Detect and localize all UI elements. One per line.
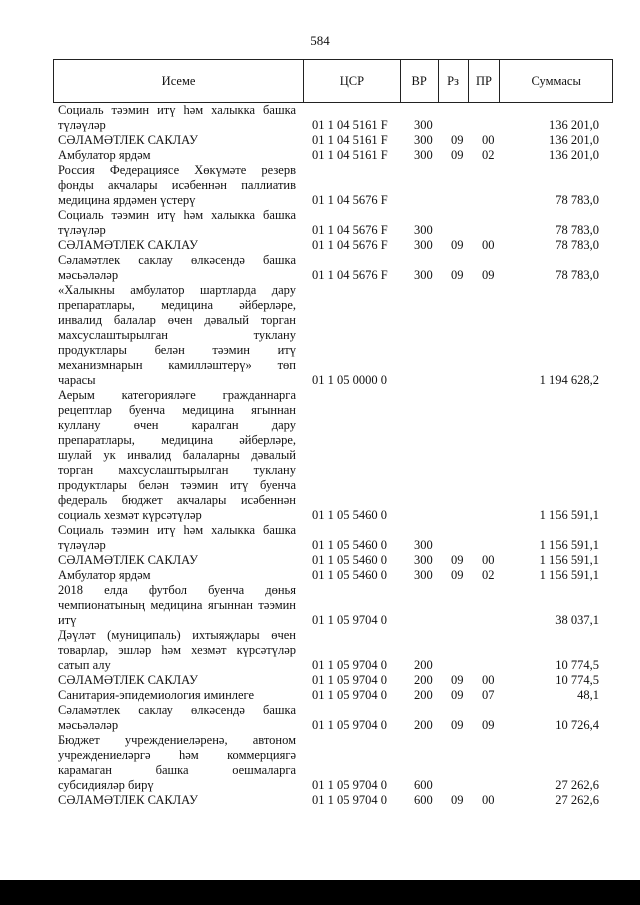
table-row xyxy=(58,253,603,283)
row-vr: 200 xyxy=(414,688,433,702)
row-sum: 78 783,0 xyxy=(555,238,599,252)
row-sum: 78 783,0 xyxy=(555,223,599,237)
row-csr: 01 1 05 5460 0 xyxy=(312,538,387,552)
row-csr: 01 1 05 9704 0 xyxy=(312,613,387,627)
table-row xyxy=(58,283,603,388)
row-sum: 78 783,0 xyxy=(555,268,599,282)
row-name xyxy=(58,283,296,388)
row-rz: 09 xyxy=(451,793,464,807)
row-name-line: Амбулатор ярдәм xyxy=(58,148,151,162)
row-name xyxy=(58,703,296,733)
row-name-line: Аерым категорияләге гражданнарга xyxy=(58,388,296,402)
row-name-line: «Халыкны амбулатор шартларда дару xyxy=(58,283,296,297)
row-name-line: продуктлары белән тәэмин итү буенча xyxy=(58,478,296,492)
row-name-line: Амбулатор ярдәм xyxy=(58,568,151,582)
row-name-line: СӘЛАМӘТЛЕК САКЛАУ xyxy=(58,673,198,687)
row-name-line: Сәламәтлек саклау өлкәсендә башка xyxy=(58,253,296,267)
row-name-line: чарасы xyxy=(58,373,96,387)
row-name-line: куллану өчен каралган дару xyxy=(58,418,296,432)
row-pr: 00 xyxy=(482,238,495,252)
row-sum: 136 201,0 xyxy=(549,118,599,132)
row-sum: 10 774,5 xyxy=(555,673,599,687)
row-csr: 01 1 05 9704 0 xyxy=(312,793,387,807)
row-sum: 1 156 591,1 xyxy=(539,553,599,567)
row-rz: 09 xyxy=(451,568,464,582)
row-name-line: 2018 елда футбол буенча дөнья xyxy=(58,583,296,597)
row-pr: 02 xyxy=(482,148,495,162)
header-pr: ПР xyxy=(469,60,501,102)
row-vr: 300 xyxy=(414,223,433,237)
table-row xyxy=(58,163,603,208)
row-name-line: медицина ярдәмен үстерү xyxy=(58,193,196,207)
row-csr: 01 1 05 9704 0 xyxy=(312,658,387,672)
row-name-line: Социаль тәэмин итү һәм халыкка башка xyxy=(58,523,296,537)
row-vr: 300 xyxy=(414,238,433,252)
row-vr: 200 xyxy=(414,673,433,687)
row-name-line: фонды акчалары исәбеннән паллиатив xyxy=(58,178,296,192)
row-name xyxy=(58,583,296,628)
row-pr: 09 xyxy=(482,268,495,282)
row-sum: 78 783,0 xyxy=(555,193,599,207)
row-name-line: сатып алу xyxy=(58,658,111,672)
row-csr: 01 1 04 5161 F xyxy=(312,133,388,147)
row-rz: 09 xyxy=(451,673,464,687)
table-row xyxy=(58,568,603,583)
row-name-line: СӘЛАМӘТЛЕК САКЛАУ xyxy=(58,553,198,567)
table-row xyxy=(58,703,603,733)
row-name-line: Социаль тәэмин итү һәм халыкка башка xyxy=(58,208,296,222)
row-name-line: итү xyxy=(58,613,77,627)
header-csr: ЦСР xyxy=(304,60,401,102)
header-name: Исеме xyxy=(54,60,304,102)
table-row xyxy=(58,208,603,238)
row-name xyxy=(58,238,296,253)
row-name-line: механизмнарын камилләштерү» төп xyxy=(58,358,296,372)
header-vr: ВР xyxy=(401,60,439,102)
row-csr: 01 1 05 9704 0 xyxy=(312,673,387,687)
row-name-line: инвалид балалар өчен дәвалый торган xyxy=(58,313,296,327)
row-name xyxy=(58,568,296,583)
page-number: 584 xyxy=(310,33,330,48)
table-row xyxy=(58,673,603,688)
row-vr: 300 xyxy=(414,538,433,552)
table-row xyxy=(58,583,603,628)
row-sum: 27 262,6 xyxy=(555,778,599,792)
row-name-line: чемпионатының медицина ягыннан тәэмин xyxy=(58,598,296,612)
row-rz: 09 xyxy=(451,688,464,702)
scan-edge xyxy=(0,880,640,905)
row-name xyxy=(58,733,296,793)
row-csr: 01 1 04 5676 F xyxy=(312,223,388,237)
table-row xyxy=(58,388,603,523)
table-body xyxy=(58,103,603,808)
row-name-line: торган махсуслаштырылган туклану xyxy=(58,463,296,477)
row-csr: 01 1 05 5460 0 xyxy=(312,553,387,567)
row-name-line: СӘЛАМӘТЛЕК САКЛАУ xyxy=(58,133,198,147)
table-header xyxy=(53,59,613,103)
row-name-line: СӘЛАМӘТЛЕК САКЛАУ xyxy=(58,238,198,252)
row-sum: 38 037,1 xyxy=(555,613,599,627)
row-csr: 01 1 04 5676 F xyxy=(312,268,388,282)
table-row xyxy=(58,733,603,793)
row-rz: 09 xyxy=(451,268,464,282)
row-name-line: Дәүләт (муниципаль) ихтыяҗлары өчен xyxy=(58,628,296,642)
row-rz: 09 xyxy=(451,133,464,147)
row-vr: 300 xyxy=(414,553,433,567)
row-name-line: түләүләр xyxy=(58,223,106,237)
row-name xyxy=(58,388,296,523)
row-name-line: түләүләр xyxy=(58,538,106,552)
table-row xyxy=(58,103,603,133)
row-name-line: продуктлары белән тәэмин итү xyxy=(58,343,296,357)
row-pr: 00 xyxy=(482,793,495,807)
row-pr: 00 xyxy=(482,133,495,147)
row-vr: 300 xyxy=(414,133,433,147)
row-name xyxy=(58,133,296,148)
row-sum: 136 201,0 xyxy=(549,148,599,162)
row-csr: 01 1 04 5161 F xyxy=(312,118,388,132)
row-name-line: федераль бюджет акчалары исәбеннән xyxy=(58,493,296,507)
table-row xyxy=(58,148,603,163)
row-name-line: мәсьәләләр xyxy=(58,718,119,732)
row-csr: 01 1 05 9704 0 xyxy=(312,718,387,732)
row-vr: 200 xyxy=(414,718,433,732)
row-name xyxy=(58,148,296,163)
row-name xyxy=(58,163,296,208)
row-vr: 300 xyxy=(414,118,433,132)
row-name-line: Россия Федерациясе Хөкүмәте резерв xyxy=(58,163,296,177)
row-sum: 27 262,6 xyxy=(555,793,599,807)
table-row xyxy=(58,523,603,553)
table-row xyxy=(58,238,603,253)
row-sum: 48,1 xyxy=(577,688,599,702)
row-rz: 09 xyxy=(451,553,464,567)
row-name xyxy=(58,553,296,568)
row-name-line: Сәламәтлек саклау өлкәсендә башка xyxy=(58,703,296,717)
row-sum: 10 774,5 xyxy=(555,658,599,672)
row-name xyxy=(58,208,296,238)
table-row xyxy=(58,133,603,148)
row-name-line: карамаган башка оешмаларга xyxy=(58,763,296,777)
row-vr: 600 xyxy=(414,793,433,807)
row-name-line: шулай ук инвалид балаларны дәвалый xyxy=(58,448,296,462)
row-csr: 01 1 04 5161 F xyxy=(312,148,388,162)
row-name-line: препаратлары, медицина әйберләре, xyxy=(58,298,296,312)
row-rz: 09 xyxy=(451,148,464,162)
table-row xyxy=(58,628,603,673)
row-name-line: товарлар, эшләр һәм хезмәт күрсәтүләр xyxy=(58,643,296,657)
row-vr: 300 xyxy=(414,568,433,582)
row-name-line: рецептлар буенча медицина ягыннан xyxy=(58,403,296,417)
row-csr: 01 1 05 0000 0 xyxy=(312,373,387,387)
row-csr: 01 1 04 5676 F xyxy=(312,193,388,207)
row-name-line: препаратлары, медицина әйберләре, xyxy=(58,433,296,447)
row-name xyxy=(58,793,296,808)
row-name xyxy=(58,628,296,673)
row-name xyxy=(58,253,296,283)
row-sum: 10 726,4 xyxy=(555,718,599,732)
header-rz: Рз xyxy=(439,60,469,102)
row-name-line: СӘЛАМӘТЛЕК САКЛАУ xyxy=(58,793,198,807)
row-csr: 01 1 05 9704 0 xyxy=(312,688,387,702)
row-vr: 200 xyxy=(414,658,433,672)
row-name xyxy=(58,103,296,133)
row-sum: 1 156 591,1 xyxy=(539,568,599,582)
row-name-line: Социаль тәэмин итү һәм халыкка башка xyxy=(58,103,296,117)
row-name-line: Бюджет учреждениеләренә, автоном xyxy=(58,733,296,747)
row-sum: 1 156 591,1 xyxy=(539,508,599,522)
row-pr: 09 xyxy=(482,718,495,732)
row-name xyxy=(58,688,296,703)
row-rz: 09 xyxy=(451,718,464,732)
row-name-line: учреждениеләргә һәм коммерциягә xyxy=(58,748,296,762)
row-csr: 01 1 04 5676 F xyxy=(312,238,388,252)
row-name xyxy=(58,673,296,688)
row-pr: 00 xyxy=(482,553,495,567)
row-vr: 300 xyxy=(414,268,433,282)
row-csr: 01 1 05 9704 0 xyxy=(312,778,387,792)
row-sum: 1 194 628,2 xyxy=(539,373,599,387)
row-sum: 136 201,0 xyxy=(549,133,599,147)
row-name-line: Санитария-эпидемиология иминлеге xyxy=(58,688,255,702)
row-name xyxy=(58,523,296,553)
row-name-line: махсуслаштырылган туклану xyxy=(58,328,296,342)
row-pr: 00 xyxy=(482,673,495,687)
row-name-line: социаль хезмәт күрсәтүләр xyxy=(58,508,202,522)
row-pr: 07 xyxy=(482,688,495,702)
row-vr: 300 xyxy=(414,148,433,162)
row-csr: 01 1 05 5460 0 xyxy=(312,568,387,582)
row-name-line: мәсьәләләр xyxy=(58,268,119,282)
table-row xyxy=(58,793,603,808)
row-name-line: түләүләр xyxy=(58,118,106,132)
header-sum: Суммасы xyxy=(531,73,581,88)
table-row xyxy=(58,688,603,703)
row-sum: 1 156 591,1 xyxy=(539,538,599,552)
row-rz: 09 xyxy=(451,238,464,252)
table-row xyxy=(58,553,603,568)
row-csr: 01 1 05 5460 0 xyxy=(312,508,387,522)
row-vr: 600 xyxy=(414,778,433,792)
row-name-line: субсидияләр бирү xyxy=(58,778,154,792)
row-pr: 02 xyxy=(482,568,495,582)
